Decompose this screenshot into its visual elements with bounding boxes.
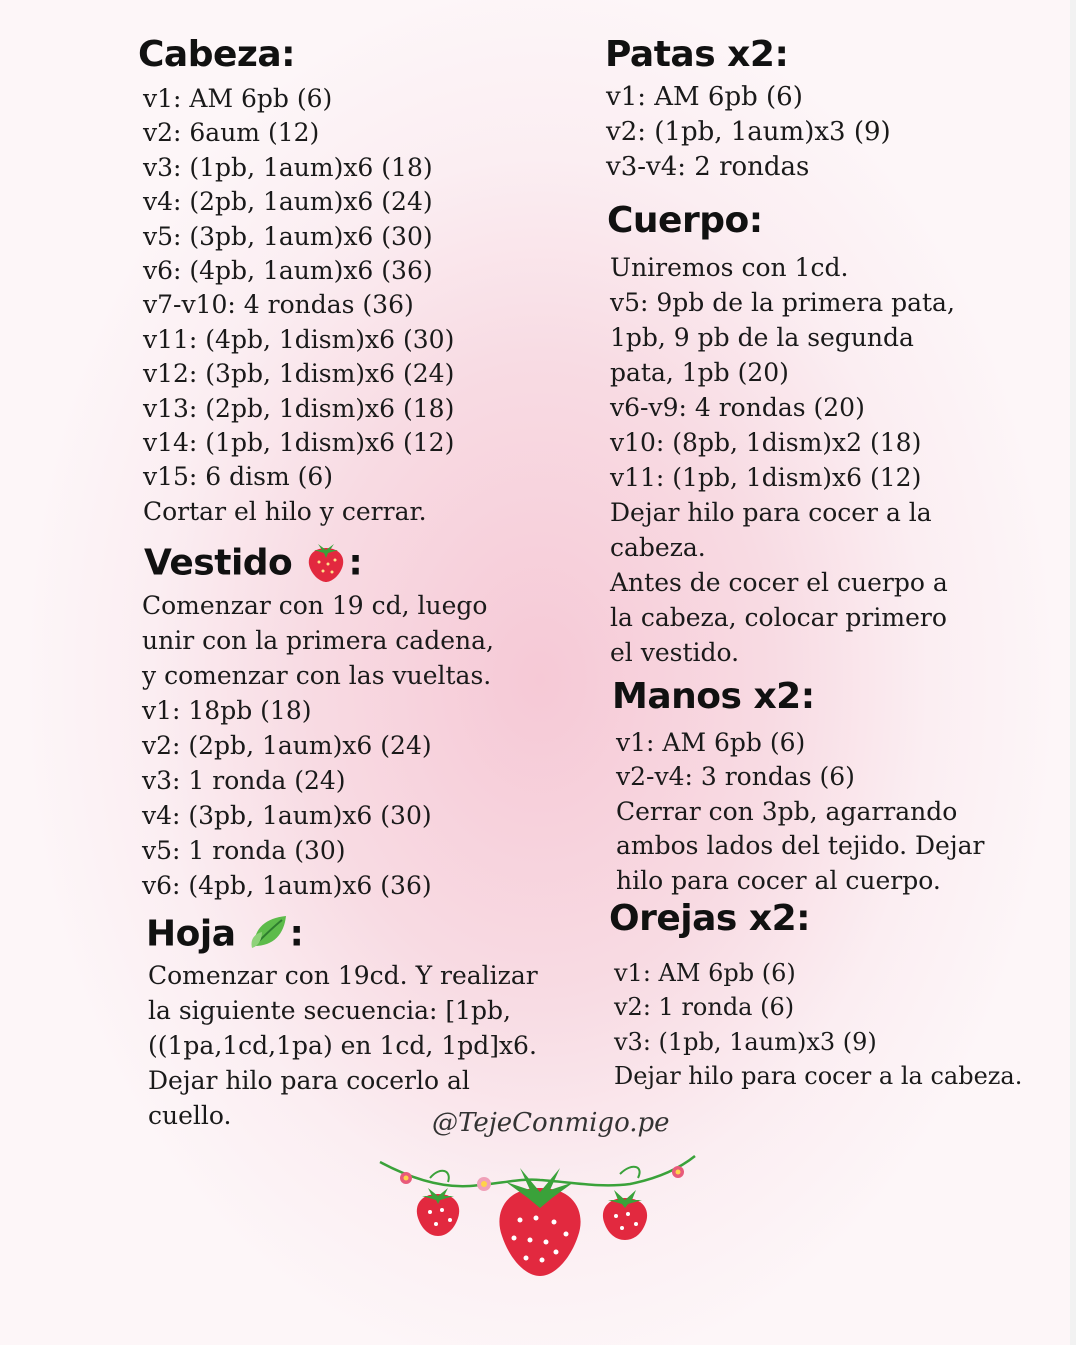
section-title-manos: Manos x2: [612, 676, 815, 717]
patas-instructions [606, 80, 891, 185]
cabeza-line: v13: (2pb, 1dism)x6 (18) [143, 393, 455, 423]
vestido-title-text: Vestido [144, 542, 293, 584]
hoja-line: cuello. [148, 1101, 232, 1130]
section-title-hoja [146, 910, 303, 961]
cuerpo-line: Antes de cocer el cuerpo a [610, 568, 948, 597]
vestido-line: Comenzar con 19 cd, luego [142, 591, 488, 620]
hoja-title-text: Hoja [146, 913, 236, 955]
cuerpo-instructions [610, 250, 955, 670]
cuerpo-line: el vestido. [610, 638, 740, 667]
hoja-title-colon: : [289, 913, 304, 955]
manos-instructions [616, 726, 984, 898]
vestido-line: v5: 1 ronda (30) [142, 836, 346, 865]
section-title-patas: Patas x2: [605, 34, 789, 75]
strawberry-vine-illustration [370, 1148, 710, 1288]
vestido-line: v3: 1 ronda (24) [142, 766, 346, 795]
section-title-cabeza: Cabeza: [138, 34, 296, 75]
cuerpo-line: cabeza. [610, 533, 706, 562]
manos-line: v1: AM 6pb (6) [616, 728, 806, 757]
cabeza-instructions [143, 82, 454, 529]
manos-line: ambos lados del tejido. Dejar [616, 831, 985, 861]
section-title-vestido [144, 538, 362, 591]
patas-line: v3-v4: 2 rondas [606, 152, 810, 182]
cuerpo-line: Dejar hilo para cocer a la [610, 498, 932, 527]
manos-line: hilo para cocer al cuerpo. [616, 865, 941, 895]
cabeza-line: v14: (1pb, 1dism)x6 (12) [143, 427, 455, 457]
manos-line: Cerrar con 3pb, agarrando [616, 796, 958, 826]
cabeza-line: v12: (3pb, 1dism)x6 (24) [143, 359, 455, 389]
vestido-line: y comenzar con las vueltas. [142, 661, 492, 690]
cuerpo-line: 1pb, 9 pb de la segunda [610, 323, 914, 352]
leaf-icon [248, 910, 290, 961]
cabeza-line: v1: AM 6pb (6) [143, 84, 333, 113]
orejas-instructions [614, 956, 1022, 1094]
cabeza-line: v3: (1pb, 1aum)x6 (18) [143, 152, 433, 182]
orejas-line: Dejar hilo para cocer a la cabeza. [614, 1062, 1023, 1091]
cuerpo-line: la cabeza, colocar primero [610, 603, 947, 632]
cabeza-line: v2: 6aum (12) [143, 118, 320, 148]
strawberry-icon [304, 538, 348, 591]
patas-line: v2: (1pb, 1aum)x3 (9) [606, 117, 891, 147]
cabeza-line: v5: (3pb, 1aum)x6 (30) [143, 221, 433, 251]
cabeza-line: Cortar el hilo y cerrar. [143, 496, 427, 526]
cabeza-line: v4: (2pb, 1aum)x6 (24) [143, 187, 433, 217]
hoja-line: la siguiente secuencia: [1pb, [148, 996, 511, 1025]
orejas-line: v2: 1 ronda (6) [614, 993, 795, 1022]
hoja-instructions [148, 958, 538, 1133]
signature: @TejeConmigo.pe [432, 1108, 670, 1138]
vestido-line: v4: (3pb, 1aum)x6 (30) [142, 801, 432, 830]
vestido-line: unir con la primera cadena, [142, 626, 494, 655]
hoja-line: Comenzar con 19cd. Y realizar [148, 961, 538, 990]
patas-line: v1: AM 6pb (6) [606, 82, 803, 112]
section-title-orejas: Orejas x2: [609, 898, 811, 939]
orejas-line: v3: (1pb, 1aum)x3 (9) [614, 1027, 877, 1056]
cuerpo-line: pata, 1pb (20) [610, 358, 789, 387]
vestido-instructions [142, 588, 494, 903]
manos-line: v2-v4: 3 rondas (6) [616, 762, 855, 792]
cabeza-line: v6: (4pb, 1aum)x6 (36) [143, 255, 433, 285]
cuerpo-line: Uniremos con 1cd. [610, 253, 849, 282]
cuerpo-line: v5: 9pb de la primera pata, [610, 288, 955, 317]
cuerpo-line: v10: (8pb, 1dism)x2 (18) [610, 428, 922, 457]
cabeza-line: v15: 6 dism (6) [143, 462, 334, 492]
vestido-line: v1: 18pb (18) [142, 696, 312, 725]
cabeza-line: v7-v10: 4 rondas (36) [143, 290, 414, 320]
cuerpo-line: v6-v9: 4 rondas (20) [610, 393, 865, 422]
orejas-line: v1: AM 6pb (6) [614, 959, 796, 987]
vestido-line: v6: (4pb, 1aum)x6 (36) [142, 871, 432, 900]
section-title-cuerpo: Cuerpo: [607, 200, 763, 241]
hoja-line: Dejar hilo para cocerlo al [148, 1066, 470, 1095]
cuerpo-line: v11: (1pb, 1dism)x6 (12) [610, 463, 922, 492]
cabeza-line: v11: (4pb, 1dism)x6 (30) [143, 324, 455, 354]
vestido-title-colon: : [348, 542, 363, 584]
vestido-line: v2: (2pb, 1aum)x6 (24) [142, 731, 432, 760]
hoja-line: ((1pa,1cd,1pa) en 1cd, 1pd]x6. [148, 1031, 537, 1060]
